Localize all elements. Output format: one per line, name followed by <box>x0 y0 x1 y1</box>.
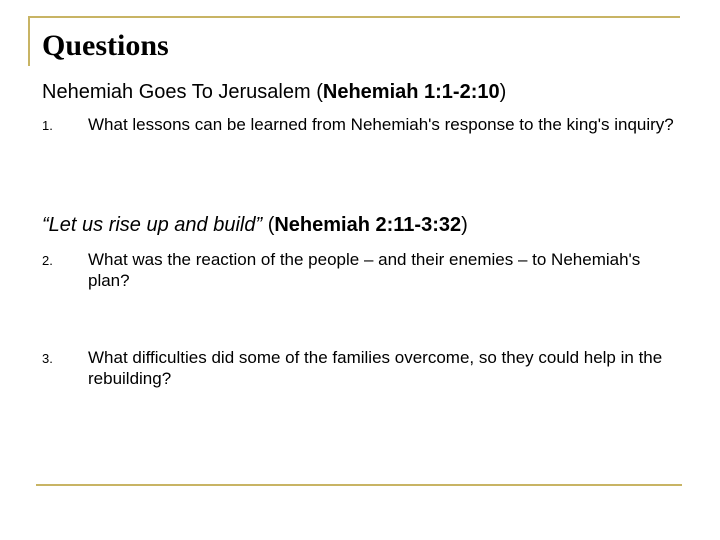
section-heading-1-reference: Nehemiah 1:1-2:10 <box>322 81 500 103</box>
section-heading-2-quote: “Let us rise up and build” <box>42 214 263 236</box>
question-text: What was the reaction of the people – and their enemies – to Nehemiah's plan? <box>88 250 641 290</box>
section-heading-2-suffix: ) <box>461 214 468 236</box>
section-heading-1-suffix: ) <box>499 81 507 103</box>
bottom-rule <box>36 484 682 486</box>
question-number: 3. <box>42 351 53 366</box>
question-number: 1. <box>42 118 53 133</box>
top-rule <box>28 16 680 18</box>
left-rule <box>28 16 30 66</box>
question-text: What difficulties did some of the families overcome, so they could help in the rebuilding? <box>88 348 663 388</box>
section-heading-1-prefix: Nehemiah Goes To Jerusalem ( <box>42 81 323 103</box>
slide-title: Questions <box>42 29 169 62</box>
question-text: What lessons can be learned from Nehemiah's response to the king's inquiry? <box>88 115 674 134</box>
section-heading-2-middle: ( <box>262 214 275 236</box>
section-heading-2 <box>42 213 468 237</box>
question-number: 2. <box>42 253 53 268</box>
section-heading-1 <box>42 80 506 104</box>
section-heading-2-reference: Nehemiah 2:11-3:32 <box>274 214 462 236</box>
